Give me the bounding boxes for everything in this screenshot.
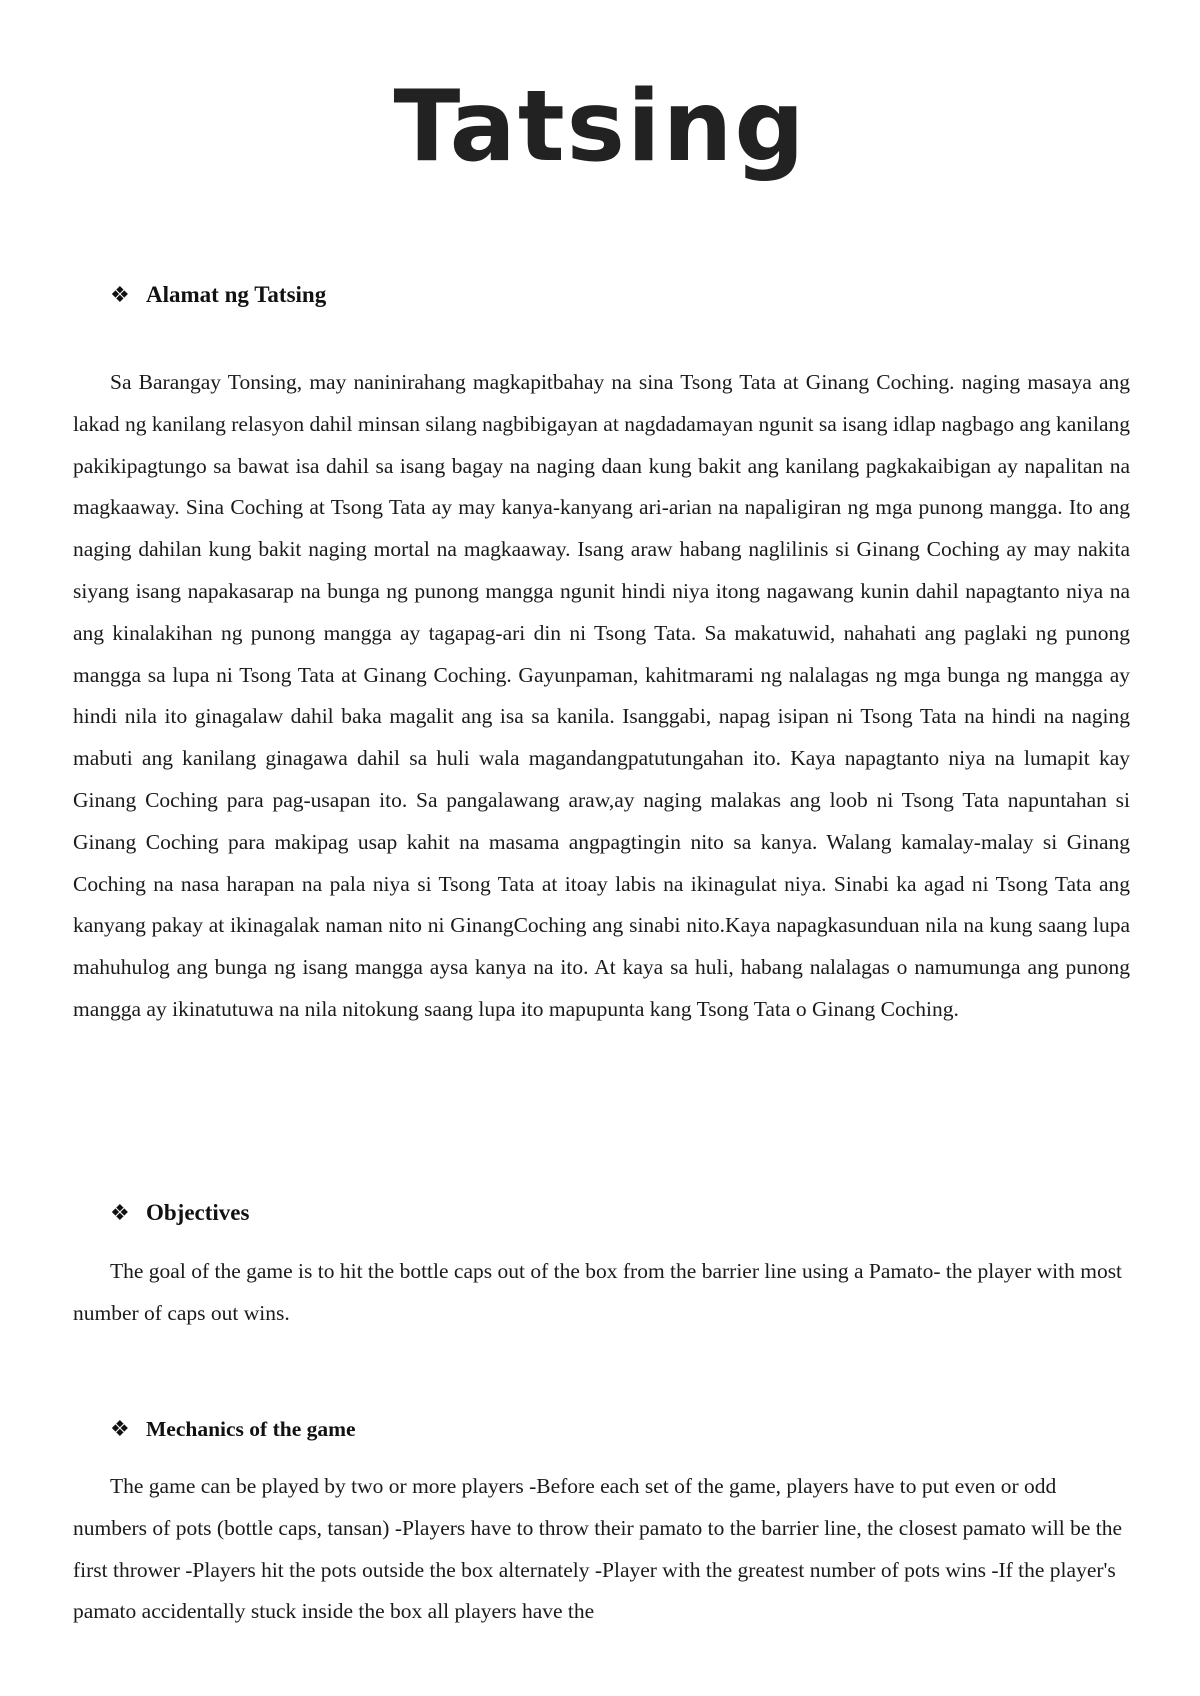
section-heading-text: Mechanics of the game: [146, 1417, 356, 1441]
section-heading-alamat: [110, 280, 326, 311]
section-body-mechanics: The game can be played by two or more players -Before each set of the game, players have to put even or odd numbers of pots (bottle caps, tansan) -Players have to throw their pamato to the barrier line, the closest pamato will be the first thrower -Players hit the pots outside the box alternately -Player with the greatest number of pots wins -If the player's pamato accidentally stuck inside the box all players have the: [73, 1474, 1123, 1624]
section-heading-text: Alamat ng Tatsing: [146, 282, 327, 307]
diamond-bullet-icon: ❖: [110, 1201, 130, 1226]
diamond-bullet-icon: ❖: [110, 283, 130, 308]
section-heading-mechanics: [110, 1414, 356, 1445]
diamond-bullet-icon: ❖: [110, 1417, 130, 1442]
document-title: Tatsing: [393, 70, 807, 184]
section-body-objectives: The goal of the game is to hit the bottle caps out of the box from the barrier line using a Pamato- the player with most number of caps out wins.: [73, 1259, 1123, 1325]
section-heading-objectives: [110, 1198, 249, 1229]
section-heading-text: Objectives: [146, 1200, 250, 1225]
section-body-alamat: Sa Barangay Tonsing, may naninirahang magkapitbahay na sina Tsong Tata at Ginang Coching. naging masaya ang lakad ng kanilang relasyon dahil minsan silang nagbibigayan at nagdadamayan ngunit sa isang idlap nagbago ang kanilang pakikipagtungo sa bawat isa dahil sa isang bagay na naging daan kung bakit ang kanilang pagkakaibigan ay napalitan na magkaaway. Sina Coching at Tsong Tata ay may kanya-kanyang ari-arian na napaligiran ng mga punong mangga. Ito ang naging dahilan kung bakit naging mortal na magkaaway. Isang araw habang naglilinis si Ginang Coching ay may nakita siyang isang napakasarap na bunga ng punong mangga ngunit hindi niya itong nagawang kunin dahil napagtanto niya na ang kinalakihan ng punong mangga ay tagapag-ari din ni Tsong Tata. Sa makatuwid, nahahati ang paglaki ng punong mangga sa lupa ni Tsong Tata at Ginang Coching. Gayunpaman, kahitmarami ng nalalagas ng mga bunga ng mangga ay hindi nila ito ginagalaw dahil baka magalit ang isa sa kanila. Isanggabi, napag isipan ni Tsong Tata na hindi na naging mabuti ang kanilang ginagawa dahil sa huli wala magandangpatutungahan ito. Kaya napagtanto niya na lumapit kay Ginang Coching para pag-usapan ito. Sa pangalawang araw,ay naging malakas ang loob ni Tsong Tata napuntahan si Ginang Coching para makipag usap kahit na masama angpagtingin nito sa kanya. Walang kamalay-malay si Ginang Coching na nasa harapan na pala niya si Tsong Tata at itoay labis na ikinagulat niya. Sinabi ka agad ni Tsong Tata ang kanyang pakay at ikinagalak naman nito ni GinangCoching ang sinabi nito.Kaya napagkasunduan nila na kung saang lupa mahuhulog ang bunga ng isang mangga aysa kanya na ito. At kaya sa huli, habang nalalagas o namumunga ang punong mangga ay ikinatutuwa na nila nitokung saang lupa ito mapupunta kang Tsong Tata o Ginang Coching.: [73, 370, 1130, 1021]
